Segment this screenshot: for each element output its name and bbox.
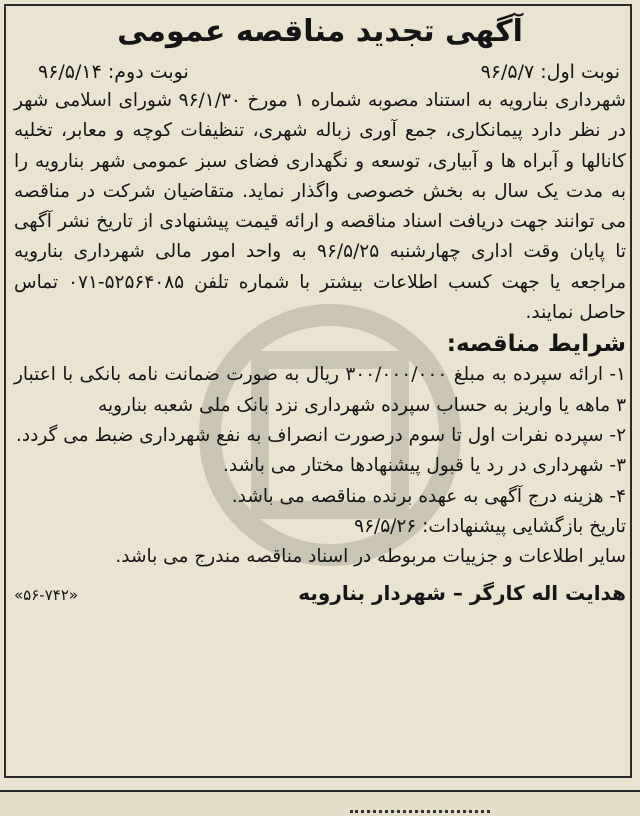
condition-item: ۴- هزینه درج آگهی به عهده برنده مناقصه می باشد. [231, 485, 626, 507]
notice-body: شهرداری بنارویه به استناد مصوبه شماره ۱ مورخ ۹۶/۱/۳۰ شورای اسلامی شهر در نظر دارد پیمانکاری، جمع آوری زباله شهری، تنظیفات کوچه و معابر، تخلیه کانالها و آبراه ها و آبیاری، توسعه و نگهداری فضای سبز عمومی شهر بنارویه را به مدت یک سال به بخش خصوصی واگذار نماید. متقاضیان شرکت در مناقصه می توانند جهت دریافت اسناد مناقصه و ارائه قیمت پیشنهادی از تاریخ نشر آگهی تا پایان وقت اداری چهارشنبه ۹۶/۵/۲۵ به واحد امور مالی شهرداری بنارویه مراجعه یا جهت کسب اطلاعات بیشتر با شماره تلفن ۵۲۵۶۴۰۸۵-۰۷۱ تماس حاصل نمایند. [14, 90, 627, 324]
signature: هدایت اله کارگر – شهردار بنارویه [298, 581, 626, 606]
conditions-title: شرایط مناقصه: [446, 331, 626, 358]
first-shift: نوبت اول: ۹۶/۵/۷ [480, 61, 620, 83]
next-notice-fragment [0, 790, 640, 816]
notice-code: «۵۶-۷۴۲» [14, 586, 79, 605]
publication-shifts [14, 58, 626, 86]
opening-date: تاریخ بازگشایی پیشنهادات: ۹۶/۵/۲۶ [354, 515, 626, 537]
condition-item: ۳- شهرداری در رد یا قبول پیشنهادها مختار می باشد. [223, 455, 626, 477]
second-shift: نوبت دوم: ۹۶/۵/۱۴ [38, 61, 189, 83]
other-info: سایر اطلاعات و جزییات مربوطه در اسناد مناقصه مندرج می باشد. [115, 546, 626, 568]
tender-notice [14, 8, 626, 610]
notice-title: آگهی تجدید مناقصه عمومی [117, 14, 523, 49]
condition-item: ۱- ارائه سپرده به مبلغ ۳۰۰/۰۰۰/۰۰۰ ریال به صورت ضمانت نامه بانکی با اعتبار ۳ ماهه یا واریز به حساب سپرده شهرداری نزد بانک ملی شعبه بنارویه [14, 364, 626, 416]
condition-item: ۲- سپرده نفرات اول تا سوم درصورت انصراف به نفع شهرداری ضبط می گردد. [15, 424, 626, 446]
cut-off-text [350, 798, 490, 813]
notice-footer [14, 578, 626, 610]
